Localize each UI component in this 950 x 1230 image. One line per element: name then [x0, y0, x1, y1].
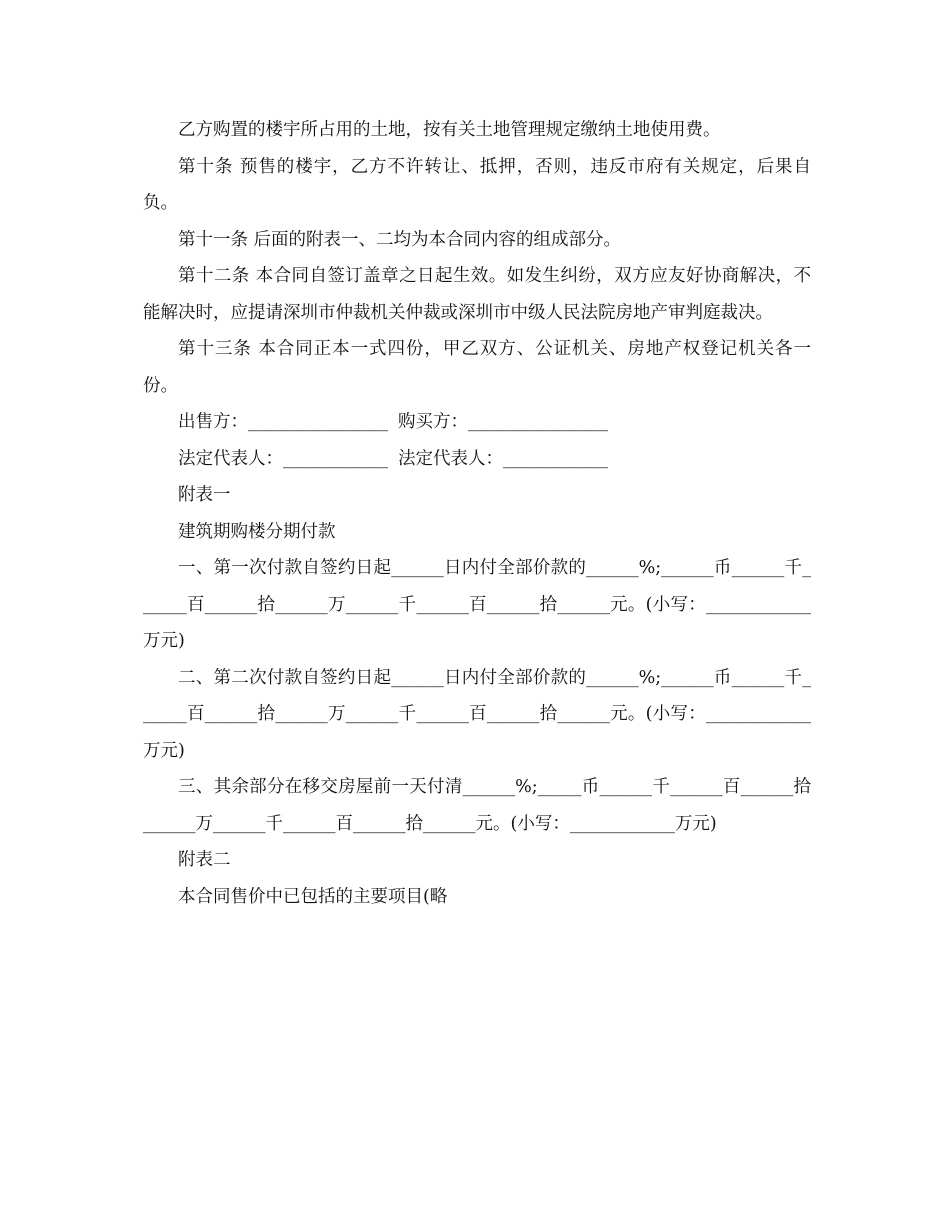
appendix-2-content: 本合同售价中已包括的主要项目(略 [178, 886, 448, 907]
clause-land-fee: 乙方购置的楼宇所占用的土地，按有关土地管理规定缴纳土地使用费。 [178, 120, 721, 140]
buyer-blank: ________________ [468, 412, 608, 432]
seller-rep-label: 法定代表人： [178, 448, 283, 469]
payment-item-1: 一、第一次付款自签约日起______日内付全部价款的______%;______币______千______百______拾______万______千______百______拾______元。(小写：____________万元) [143, 558, 811, 651]
seller-blank: ________________ [248, 412, 388, 432]
seller-rep-blank: ____________ [283, 448, 388, 469]
clause-13: 第十三条 本合同正本一式四份，甲乙双方、公证机关、房地产权登记机关各一份。 [143, 339, 811, 396]
signature-row-parties [143, 404, 811, 441]
payment-item-3: 三、其余部分在移交房屋前一天付清______%;_____币______千______百______拾______万______千______百______拾______元。(小写：____________万元) [143, 777, 811, 834]
seller-label: 出售方： [178, 412, 248, 432]
appendix-1-title: 附表一 [178, 485, 231, 505]
buyer-label: 购买方： [398, 412, 468, 432]
clause-10: 第十条 预售的楼宇，乙方不许转让、抵押，否则，违反市府有关规定，后果自负。 [143, 156, 811, 213]
appendix-1-subtitle: 建筑期购楼分期付款 [178, 521, 336, 542]
clause-11: 第十一条 后面的附表一、二均为本合同内容的组成部分。 [178, 229, 622, 250]
payment-item-2: 二、第二次付款自签约日起______日内付全部价款的______%;______币______千______百______拾______万______千______百______拾______元。(小写：____________万元) [143, 667, 811, 761]
signature-row-representatives [143, 441, 811, 478]
clause-12: 第十二条 本合同自签订盖章之日起生效。如发生纠纷，双方应友好协商解决，不能解决时，应提请深圳市仲裁机关仲裁或深圳市中级人民法院房地产审判庭裁决。 [143, 266, 811, 323]
buyer-rep-blank: ____________ [503, 448, 608, 469]
document-page [143, 112, 811, 915]
buyer-rep-label: 法定代表人： [398, 448, 503, 469]
appendix-2-title: 附表二 [178, 850, 231, 870]
